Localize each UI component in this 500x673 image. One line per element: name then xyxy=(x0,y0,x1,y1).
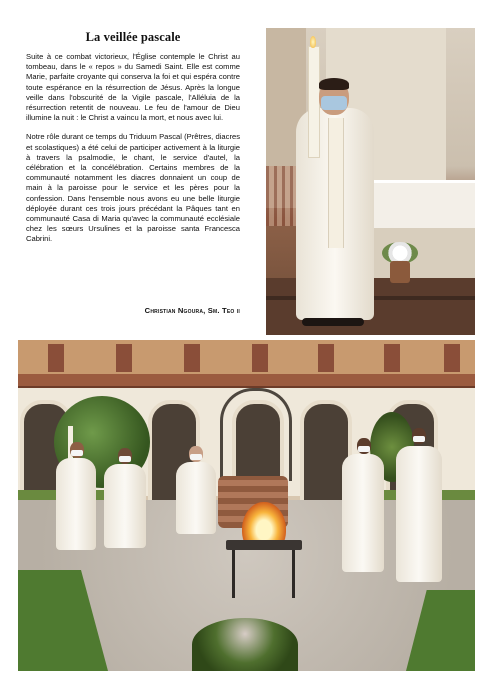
article-title: La veillée pascale xyxy=(85,30,181,44)
photo-courtyard-easter-fire xyxy=(18,340,475,671)
article-paragraph: Suite à ce combat victorieux, l'Église contemple le Christ au tombeau, dans le « repos » du Samedi Saint. Elle est comme Marie, parfaite croyante qui conserva la foi et qui espéra contre toute espérance en la résurrection de Jésus. Après la longue veille dans l'obscurité de la Vigile pascale, l'Alléluia de la résurrection retentit de nouveau. Le feu de l'amour de Dieu illumine la nuit : le Christ a vaincu la mort, et nous avec lui. xyxy=(26,52,240,123)
photo-priest-with-paschal-candle xyxy=(266,28,475,335)
article-body xyxy=(26,52,240,254)
article-signature: Christian Ngoura, Sm. Teo ii xyxy=(144,306,240,315)
article-paragraph: Notre rôle durant ce temps du Triduum Pascal (Prêtres, diacres et scolastiques) a été celui de participer activement à la liturgie à travers la psalmodie, le chant, le service d'autel, la célébration et la concélébration. Certains membres de la communauté notamment les diacres donnaient un coup de main à la paroisse pour le service et les pères pour la confession. Dans l'ensemble nous avons eu une belle liturgie déployée durant ces trois jours précédant la Pâques tant en communauté Casa di Maria qu'avec la communauté ecclésiale chez les sœurs Ursulines et la paroisse santa Francesca Cabrini. xyxy=(26,132,240,244)
